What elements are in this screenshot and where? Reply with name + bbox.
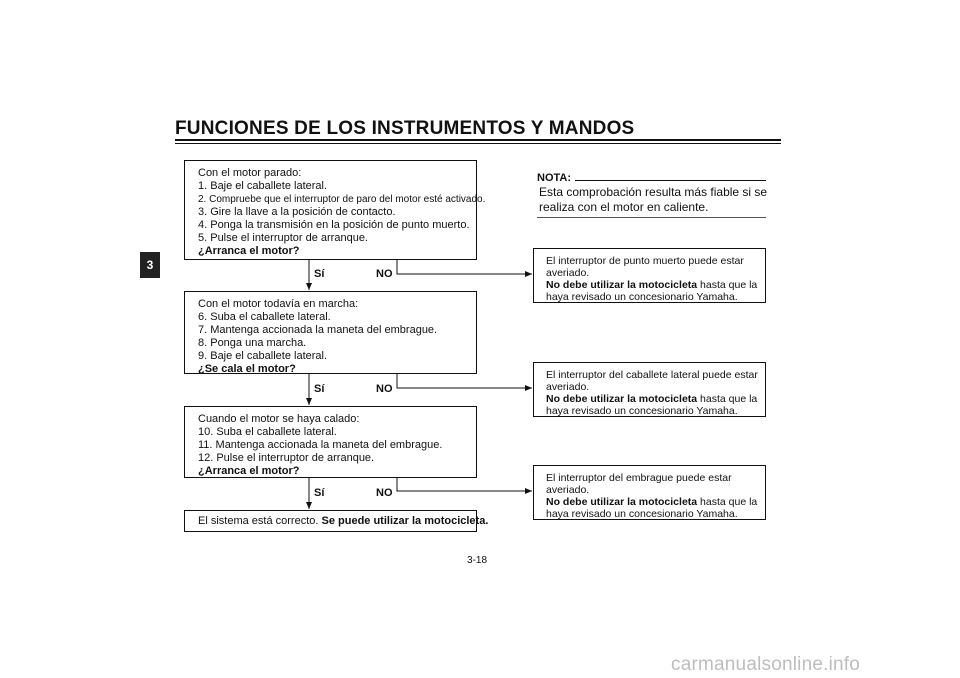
page-number: 3-18 xyxy=(467,555,488,566)
result-line: El interruptor de punto muerto puede estar xyxy=(546,255,744,267)
step-box-1 xyxy=(184,160,486,260)
no-arrow-3 xyxy=(397,478,532,491)
step-line: 5. Pulse el interruptor de arranque. xyxy=(198,232,368,244)
result-line: averiado. xyxy=(546,267,590,279)
step-line: Con el motor todavía en marcha: xyxy=(198,298,359,310)
yes-label-2: Sí xyxy=(314,383,325,395)
result-line: haya revisado un concesionario Yamaha. xyxy=(546,508,738,520)
no-label-2: NO xyxy=(376,383,393,395)
final-result-box xyxy=(184,510,489,532)
result-line: hasta que la xyxy=(697,393,758,405)
final-text-bold: Se puede utilizar la motocicleta. xyxy=(321,515,489,527)
result-line: averiado. xyxy=(546,484,590,496)
no-arrow-1 xyxy=(397,260,532,274)
step-question: ¿Arranca el motor? xyxy=(198,465,300,477)
result-line: averiado. xyxy=(546,381,590,393)
result-box-2 xyxy=(533,362,766,417)
step-box-2 xyxy=(184,291,477,374)
step-question: ¿Arranca el motor? xyxy=(198,245,300,257)
result-line: hasta que la xyxy=(697,496,758,508)
step-question: ¿Se cala el motor? xyxy=(198,363,296,375)
watermark: carmanualsonline.info xyxy=(671,654,861,675)
result-warning: No debe utilizar la motocicleta xyxy=(546,496,698,508)
result-line: El interruptor del embrague puede estar xyxy=(546,472,732,484)
step-line: 1. Baje el caballete lateral. xyxy=(198,180,328,192)
result-line: haya revisado un concesionario Yamaha. xyxy=(546,291,738,303)
yes-label-1: Sí xyxy=(314,268,325,280)
no-label-1: NO xyxy=(376,268,393,280)
step-line: 9. Baje el caballete lateral. xyxy=(198,350,328,362)
no-arrow-2 xyxy=(397,374,532,388)
step-line: Cuando el motor se haya calado: xyxy=(198,413,360,425)
step-box-3 xyxy=(184,406,477,478)
nota-rule-top xyxy=(575,180,766,181)
result-warning: No debe utilizar la motocicleta xyxy=(546,393,698,405)
step-line: 12. Pulse el interruptor de arranque. xyxy=(198,452,375,464)
step-line: 3. Gire la llave a la posición de contacto. xyxy=(198,206,396,218)
chapter-tab: 3 xyxy=(140,252,160,278)
step-line: 4. Ponga la transmisión en la posición de punto muerto. xyxy=(198,219,470,231)
step-line: 6. Suba el caballete lateral. xyxy=(198,311,331,323)
step-line: 10. Suba el caballete lateral. xyxy=(198,426,337,438)
result-line: El interruptor del caballete lateral puede estar xyxy=(546,369,758,381)
nota-line: realiza con el motor en caliente. xyxy=(539,200,709,214)
step-line: 11. Mantenga accionada la maneta del embrague. xyxy=(198,439,443,451)
result-box-1 xyxy=(533,248,766,303)
result-line: hasta que la xyxy=(697,279,758,291)
nota-line: Esta comprobación resulta más fiable si se xyxy=(539,185,768,199)
step-line: 7. Mantenga accionada la maneta del embrague. xyxy=(198,324,438,336)
nota-text xyxy=(539,185,767,215)
page-title: FUNCIONES DE LOS INSTRUMENTOS Y MANDOS xyxy=(175,118,635,139)
nota-rule-bottom xyxy=(537,217,766,218)
step-line: 8. Ponga una marcha. xyxy=(198,337,307,349)
final-text: El sistema está correcto. xyxy=(198,515,322,527)
no-label-3: NO xyxy=(376,487,393,499)
step-line: 2. Compruebe que el interruptor de paro del motor esté activado. xyxy=(198,194,486,205)
result-box-3 xyxy=(533,465,766,520)
result-line: haya revisado un concesionario Yamaha. xyxy=(546,405,738,417)
step-line: Con el motor parado: xyxy=(198,167,302,179)
yes-label-3: Sí xyxy=(314,487,325,499)
nota-label: NOTA: xyxy=(537,172,572,184)
result-warning: No debe utilizar la motocicleta xyxy=(546,279,698,291)
